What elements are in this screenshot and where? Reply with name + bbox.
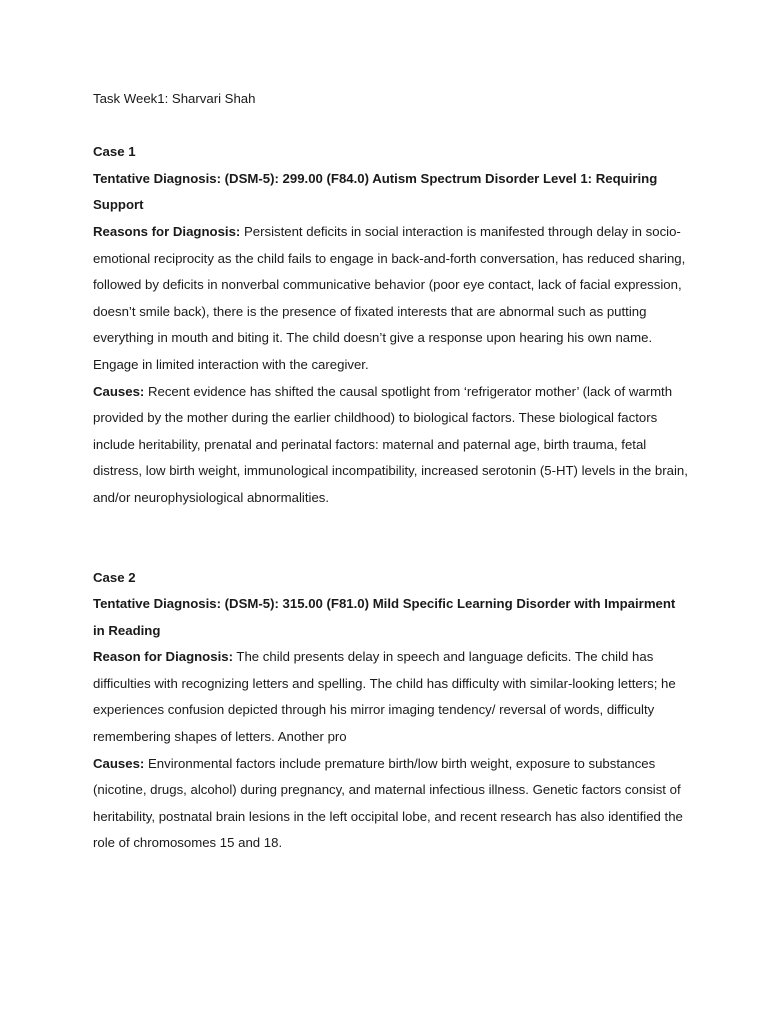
case-2-reasons-label: Reason for Diagnosis:	[93, 649, 233, 665]
case-2-diagnosis: Tentative Diagnosis: (DSM-5): 315.00 (F81.0) Mild Specific Learning Disorder with Impairment in Reading	[93, 596, 676, 638]
case-1-causes	[93, 379, 688, 512]
case-1-reasons-text: Persistent deficits in social interaction is manifested through delay in socio-emotional reciprocity as the child fails to engage in back-and-forth conversation, has reduced sharing, followed by deficits in nonverbal communicative behavior (poor eye contact, lack of facial expression, doesn’t smile back), there is the presence of fixated interests that are abnormal such as putting everything in mouth and biting it. The child doesn’t give a response upon hearing his own name. Engage in limited interaction with the caregiver.	[93, 223, 686, 372]
case-1-causes-text: Recent evidence has shifted the causal spotlight from ‘refrigerator mother’ (lack of warmth provided by the mother during the earlier childhood) to biological factors. These biological factors include heritability, prenatal and perinatal factors: maternal and paternal age, birth trauma, fetal distress, low birth weight, immunological incompatibility, increased serotonin (5-HT) levels in the brain, and/or neurophysiological abnormalities.	[93, 383, 688, 505]
case-1-reasons-label: Reasons for Diagnosis:	[93, 223, 241, 239]
case-2-causes-text: Environmental factors include premature birth/low birth weight, exposure to substances (nicotine, drugs, alcohol) during pregnancy, and maternal infectious illness. Genetic factors consist of heritability, postnatal brain lesions in the left occipital lobe, and recent research has also identified the role of chromosomes 15 and 18.	[93, 755, 683, 851]
case-2-reasons	[93, 644, 688, 750]
case-2-causes	[93, 751, 688, 857]
case-2-reasons-text: The child presents delay in speech and language deficits. The child has difficulties with recognizing letters and spelling. The child has difficulty with similar-looking letters; he experiences confusion depicted through his mirror imaging tendency/ reversal of words, difficulty remembering shapes of letters. Another pro	[93, 649, 676, 745]
document-title: Task Week1: Sharvari Shah	[93, 91, 256, 106]
case-2-block	[93, 565, 688, 858]
case-1-causes-label: Causes:	[93, 383, 145, 399]
case-1-block	[93, 139, 688, 511]
case-2-heading: Case 2	[93, 569, 136, 585]
case-separator	[93, 512, 688, 565]
case-2-causes-label: Causes:	[93, 755, 145, 771]
case-1-reasons	[93, 219, 688, 379]
case-1-diagnosis: Tentative Diagnosis: (DSM-5): 299.00 (F84.0) Autism Spectrum Disorder Level 1: Requiring Support	[93, 170, 658, 213]
case-1-heading: Case 1	[93, 144, 136, 160]
